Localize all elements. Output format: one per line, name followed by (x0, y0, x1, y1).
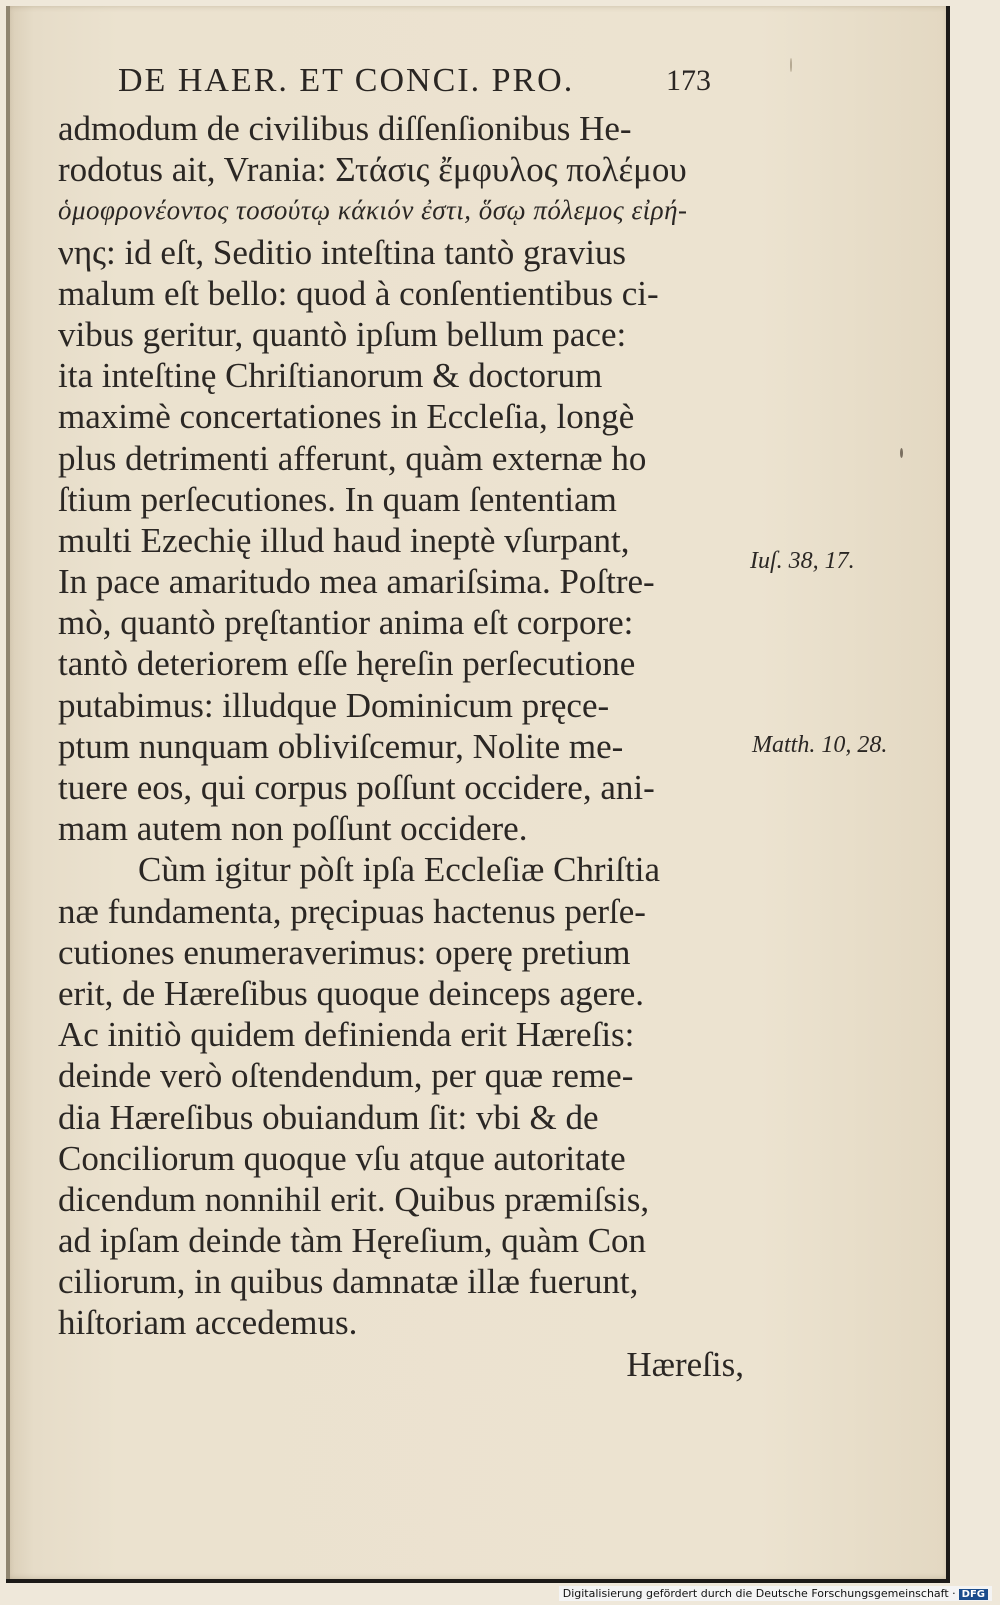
text-line: vibus geritur, quantò ipſum bellum pace: (58, 314, 627, 354)
text-line: Conciliorum quoque vſu atque autoritate (58, 1138, 626, 1178)
text-line: plus detrimenti afferunt, quàm externæ ho (58, 438, 647, 478)
footer-text: Digitalisierung gefördert durch die Deutsche Forschungsgemeinschaft · (562, 1587, 956, 1600)
text-line: ptum nunquam obliviſcemur, Nolite me- (58, 726, 624, 766)
text-line: Ac initiò quidem definienda erit Hæreſis: (58, 1015, 635, 1055)
text-line-paragraph-start: Cùm igitur pòſt ipſa Eccleſiæ Chriſtia (138, 850, 661, 890)
text-line: multi Ezechię illud haud ineptè vſurpant, (58, 520, 630, 560)
body-text (58, 108, 748, 1385)
text-line: rodotus ait, Vrania: Στάσις ἔμφυλος πολέμου (58, 150, 687, 190)
text-line: cutiones enumeraverimus: operę pretium (58, 932, 631, 972)
text-line: νης: id eſt, Seditio inteſtina tantò gravius (58, 232, 627, 272)
text-line: næ fundamenta, pręcipuas hactenus perſe- (58, 891, 646, 931)
text-line-greek: ὁμοφρονέοντος τοσούτῳ κάκιόν ἐστι, ὅσῳ πόλεμος εἰρή- (58, 195, 688, 226)
catchword: Hæreſis, (626, 1344, 744, 1384)
text-line: malum eſt bello: quod à conſentientibus ci- (58, 273, 659, 313)
paper-speck (790, 58, 792, 72)
dfg-logo-icon: DFG (959, 1589, 988, 1600)
text-line: maximè concertationes in Eccleſia, longè (58, 397, 635, 437)
running-head: DE HAER. ET CONCI. PRO. (118, 62, 575, 99)
text-line: mam autem non poſſunt occidere. (58, 809, 528, 849)
text-line: ita inteſtinę Chriſtianorum & doctorum (58, 356, 603, 396)
text-line: In pace amaritudo mea amariſsima. Poſtre- (58, 562, 655, 602)
text-line: ad ipſam deinde tàm Hęreſium, quàm Con (58, 1221, 647, 1261)
paper-speck (900, 448, 903, 458)
text-line: ſtium perſecutiones. In quam ſententiam (58, 479, 617, 519)
text-line: tuere eos, qui corpus poſſunt occidere, ani- (58, 768, 655, 807)
margin-note-reference: Iuſ. 38, 17. (750, 548, 855, 574)
text-line: putabimus: illudque Dominicum pręce- (58, 685, 610, 725)
page-gutter-edge (6, 6, 10, 1579)
page-number: 173 (666, 64, 711, 97)
text-line: admodum de civilibus diſſenſionibus He- (58, 109, 632, 148)
text-line: hiſtoriam accedemus. (58, 1303, 358, 1343)
text-line: dicendum nonnihil erit. Quibus præmiſsis, (58, 1179, 650, 1219)
digitization-footer (559, 1586, 992, 1601)
margin-note-reference: Matth. 10, 28. (752, 732, 888, 758)
text-line: ciliorum, in quibus damnatæ illæ fuerunt, (58, 1262, 639, 1302)
text-line: dia Hæreſibus obuiandum ſit: vbi & de (58, 1097, 599, 1137)
text-line: tantò deteriorem eſſe hęreſin perſecutione (58, 644, 636, 684)
text-line: mò, quantò pręſtantior anima eſt corpore: (58, 603, 634, 643)
text-line: erit, de Hæreſibus quoque deinceps agere. (58, 973, 645, 1013)
text-line: deinde verò oſtendendum, per quæ reme- (58, 1056, 634, 1096)
